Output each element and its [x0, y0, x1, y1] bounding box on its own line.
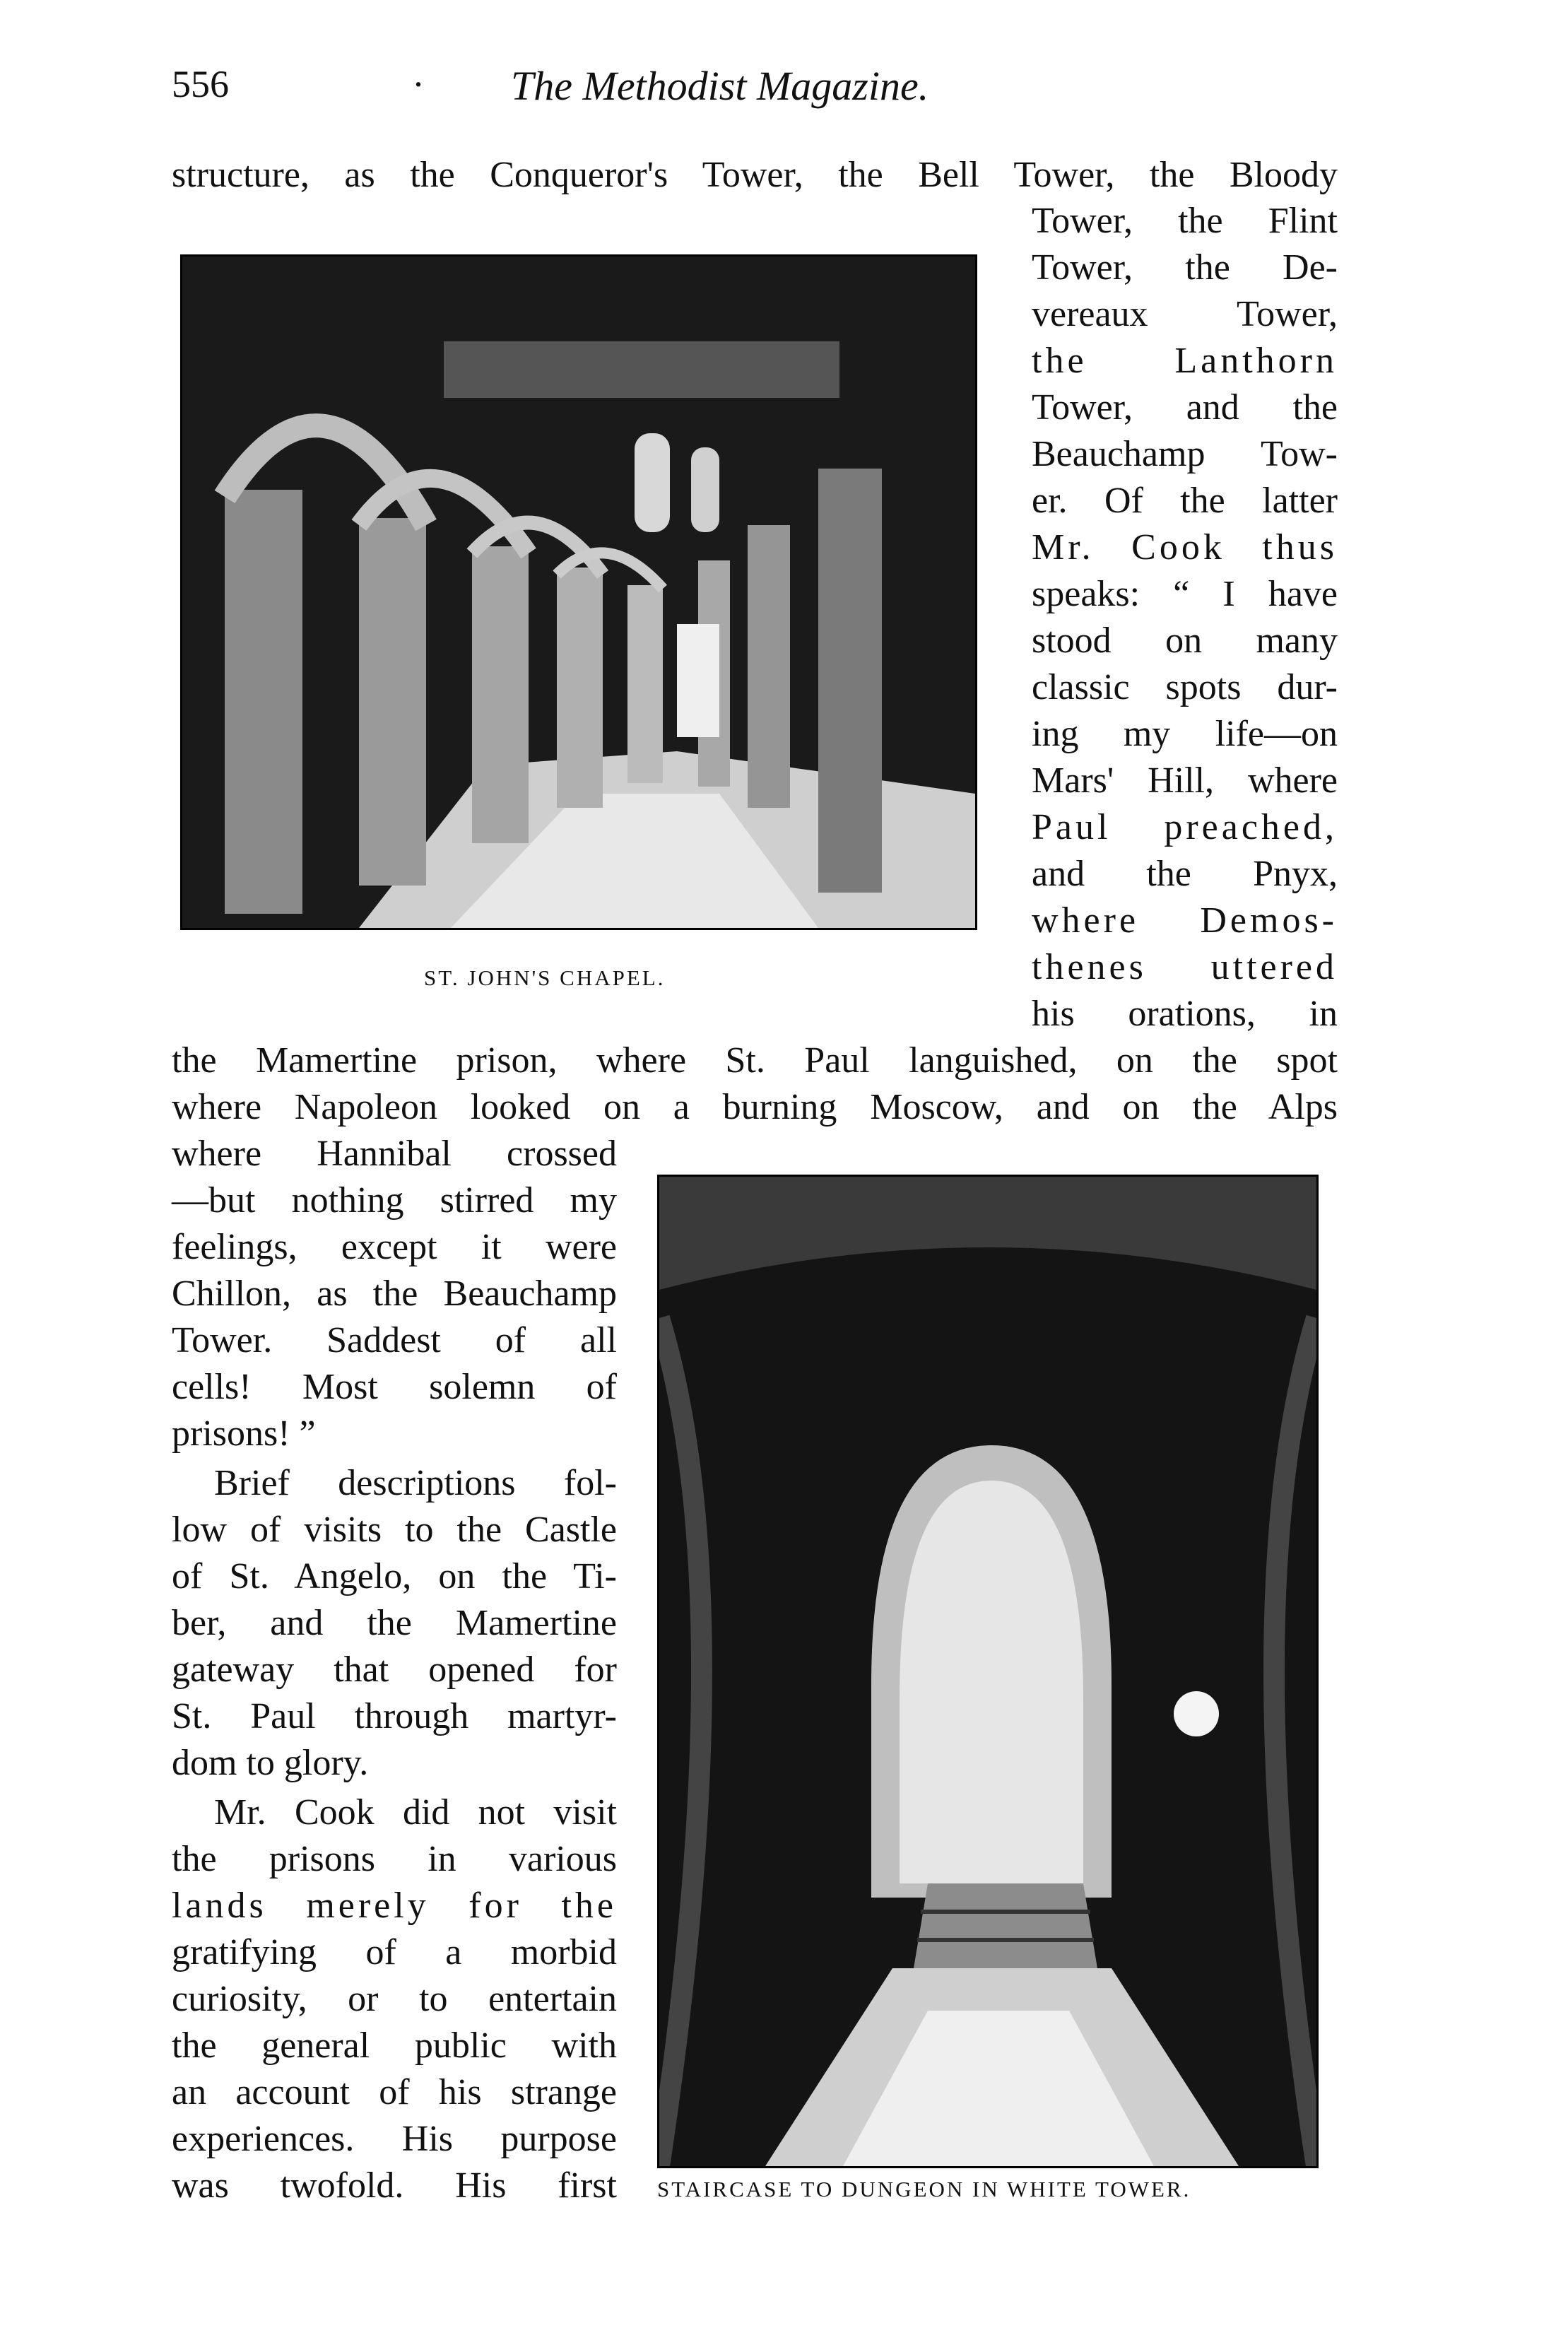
text-line: gratifying of a morbid: [172, 1932, 617, 1972]
text-line: Tower, the De-: [1032, 247, 1338, 288]
st-johns-chapel-illustration: [180, 254, 977, 930]
text-line: cells! Most solemn of: [172, 1367, 617, 1407]
staircase-engraving-drawing: [659, 1177, 1316, 2166]
text-line: er. Of the latter: [1032, 481, 1338, 521]
text-line: Chillon, as the Beauchamp: [172, 1274, 617, 1314]
text-line: Tower, the Flint: [1032, 201, 1338, 241]
chapel-engraving-drawing: [182, 257, 975, 928]
text-line-full: where Napoleon looked on a burning Moscow, and on the Alps: [172, 1087, 1338, 1127]
text-line: his orations, in: [1032, 994, 1338, 1034]
text-line: Beauchamp Tow-: [1032, 434, 1338, 474]
text-line: and the Pnyx,: [1032, 854, 1338, 894]
journal-title: The Methodist Magazine.: [511, 63, 929, 109]
text-line: speaks: “ I have: [1032, 574, 1338, 614]
text-line: low of visits to the Castle: [172, 1510, 617, 1550]
text-line: an account of his strange: [172, 2072, 617, 2112]
page-number: 556: [172, 63, 229, 105]
text-line: thenes uttered: [1032, 947, 1338, 987]
text-line: the prisons in various: [172, 1839, 617, 1879]
text-line: vereaux Tower,: [1032, 294, 1338, 334]
text-line: where Hannibal crossed: [172, 1134, 617, 1174]
text-line: Tower, and the: [1032, 387, 1338, 428]
text-line: St. Paul through martyr-: [172, 1696, 617, 1736]
running-head: [172, 62, 1338, 119]
text-line: dom to glory.: [172, 1743, 369, 1783]
text-line: the Lanthorn: [1032, 341, 1338, 381]
text-line: Paul preached,: [1032, 807, 1338, 847]
text-line: where Demos-: [1032, 900, 1338, 941]
staircase-dungeon-illustration: [657, 1175, 1319, 2168]
text-line-full: structure, as the Conqueror's Tower, the Bell Tower, the Bloody: [172, 155, 1338, 195]
text-line: Mr. Cook did not visit: [214, 1792, 617, 1833]
text-line: stood on many: [1032, 621, 1338, 661]
text-line: —but nothing stirred my: [172, 1180, 617, 1221]
text-line: feelings, except it were: [172, 1227, 617, 1267]
text-line: experiences. His purpose: [172, 2119, 617, 2159]
text-line: prisons! ”: [172, 1413, 316, 1454]
figure-caption: STAIRCASE TO DUNGEON IN WHITE TOWER.: [657, 2177, 1191, 2201]
text-line: Mr. Cook thus: [1032, 527, 1338, 568]
text-line: ing my life—on: [1032, 714, 1338, 754]
figure-caption: ST. JOHN'S CHAPEL.: [424, 965, 666, 990]
text-line: classic spots dur-: [1032, 667, 1338, 707]
text-line-full: the Mamertine prison, where St. Paul languished, on the spot: [172, 1040, 1338, 1081]
text-line: ber, and the Mamertine: [172, 1603, 617, 1643]
text-line: curiosity, or to entertain: [172, 1979, 617, 2019]
text-line: lands merely for the: [172, 1886, 617, 1926]
header-separator: ·: [412, 63, 425, 105]
text-line: gateway that opened for: [172, 1650, 617, 1690]
text-line: Tower. Saddest of all: [172, 1320, 617, 1360]
text-line: the general public with: [172, 2025, 617, 2066]
text-line: was twofold. His first: [172, 2165, 617, 2206]
text-line: Mars' Hill, where: [1032, 760, 1338, 801]
text-line: of St. Angelo, on the Ti-: [172, 1556, 617, 1597]
text-line: Brief descriptions fol-: [214, 1463, 617, 1503]
